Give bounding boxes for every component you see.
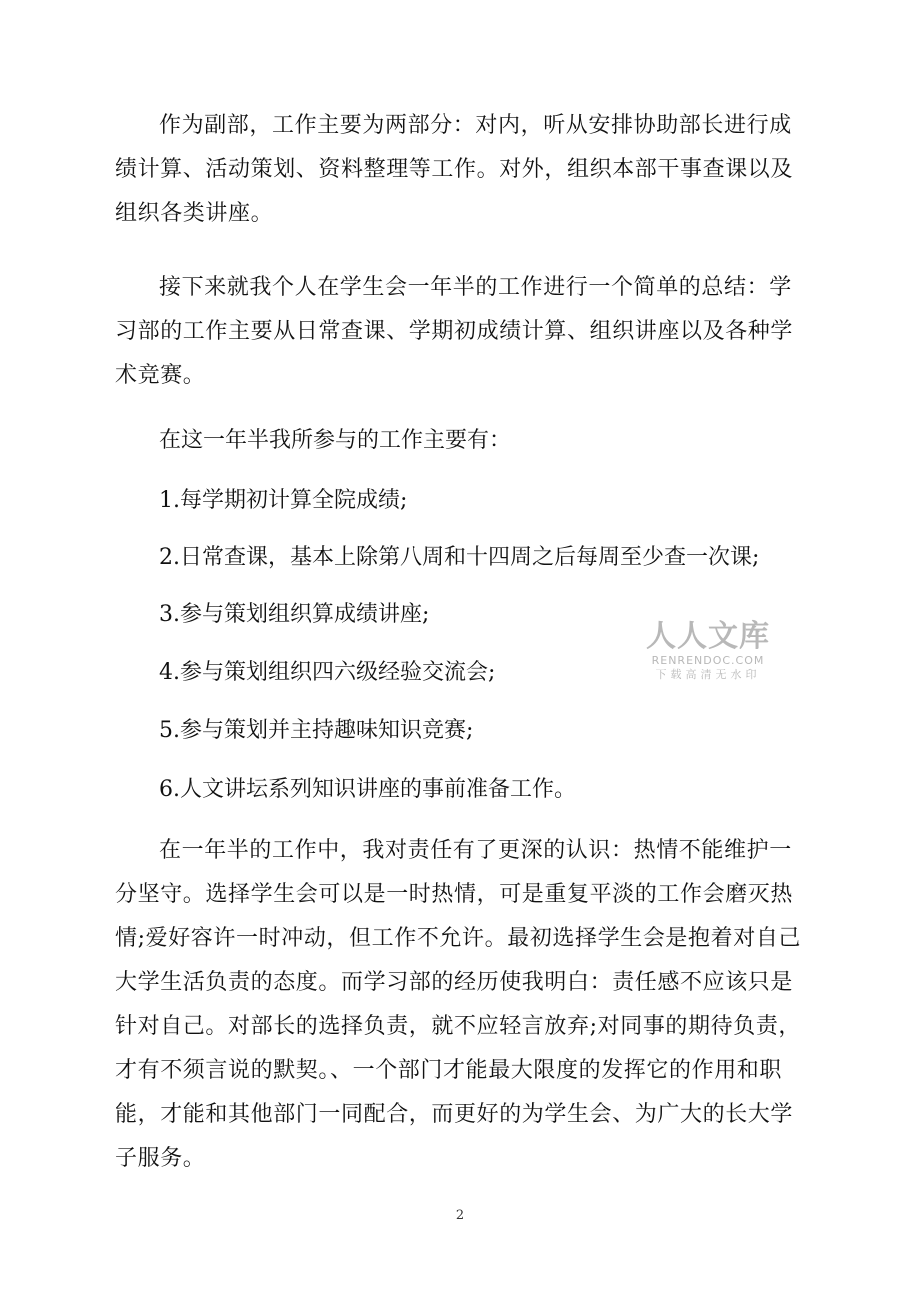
paragraph-work-summary: 接下来就我个人在学生会一年半的工作进行一个简单的总结：学习部的工作主要从日常查课、学期初成绩计算、组织讲座以及各种学术竞赛。 <box>115 275 794 388</box>
watermark-caption: 下载高清无水印 <box>655 668 761 681</box>
list-item: 1.每学期初计算全院成绩; <box>159 488 408 513</box>
list-item: 3.参与策划组织算成绩讲座; <box>159 602 430 627</box>
paragraph-participation-intro: 在这一年半我所参与的工作主要有： <box>159 428 512 453</box>
watermark-domain: RENRENDOC.COM <box>651 654 765 667</box>
list-item: 4.参与策划组织四六级经验交流会; <box>159 660 496 685</box>
list-item: 5.参与策划并主持趣味知识竞赛; <box>159 718 474 743</box>
page-number: 2 <box>455 1208 465 1223</box>
watermark-logo <box>644 620 772 682</box>
watermark-title: 人人文库 <box>646 619 770 654</box>
list-item: 6.人文讲坛系列知识讲座的事前准备工作。 <box>159 777 576 802</box>
list-item: 2.日常查课，基本上除第八周和十四周之后每周至少查一次课; <box>159 545 760 570</box>
paragraph-reflection: 在一年半的工作中，我对责任有了更深的认识：热情不能维护一分坚守。选择学生会可以是一时热情，可是重复平淡的工作会磨灭热情;爱好容许一时冲动，但工作不允许。最初选择学生会是抱着对自己大学生活负责的态度。而学习部的经历使我明白：责任感不应该只是针对自己。对部长的选择负责，就不应轻言放弃;对同事的期待负责，才有不须言说的默契。、一个部门才能最大限度的发挥它的作用和职能，才能和其他部门一同配合，而更好的为学生会、为广大的长大学子服务。 <box>115 838 802 1171</box>
paragraph-role-description: 作为副部，工作主要为两部分：对内，听从安排协助部长进行成绩计算、活动策划、资料整理等工作。对外，组织本部干事查课以及组织各类讲座。 <box>115 113 794 226</box>
